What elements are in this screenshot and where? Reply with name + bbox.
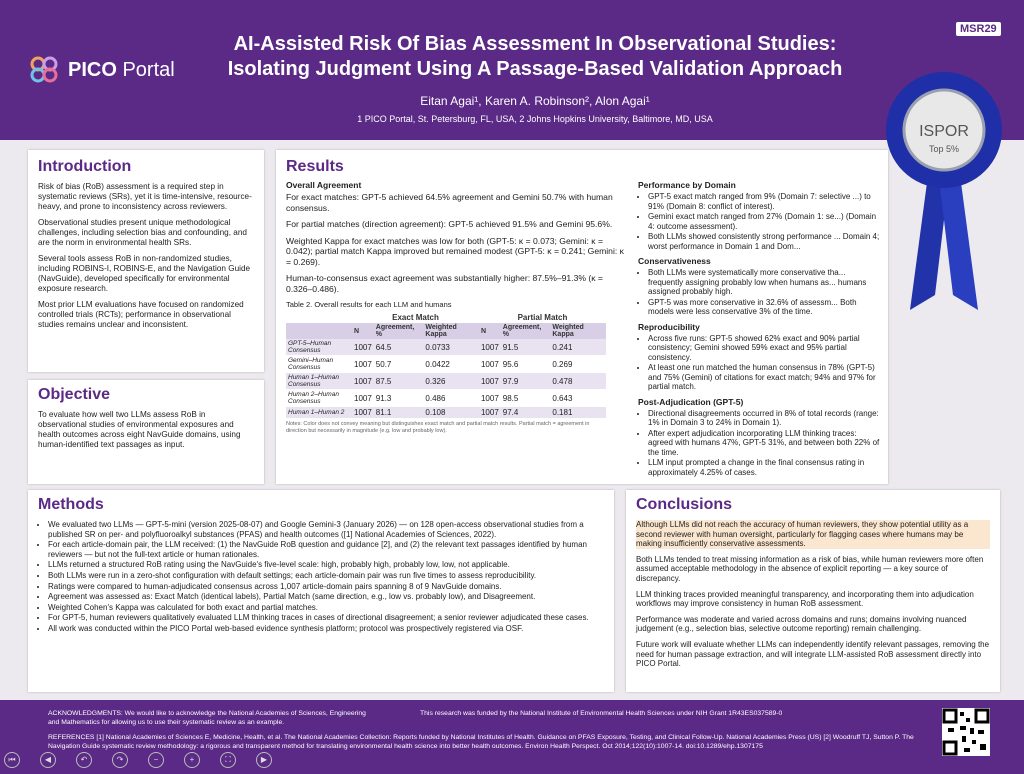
logo-text: PICO Portal [68,58,175,81]
table-row: Human 1–Human Consensus 1007 87.5 0.326 1007 97.9 0.478 [286,373,606,390]
list-item: • GPT-5 was more conservative in 32.6% of assessm... Both models were less conservative 3% of the time. [648,298,882,317]
list-item: • Directional disagreements occurred in 8% of total records (range: 1% in Domain 3 to 24% in Domain 1). [648,409,882,428]
award-label: Top 5% [928,144,960,154]
table-note: Notes: Color does not convey meaning but distinguishes exact match and partial match results. Partial match = agreement in direction but necessarily in magnitude (e.g. low and probably low). [286,421,590,434]
results-right-column [638,180,882,482]
column-header: Agreement, % [501,323,551,339]
conclusion-paragraph: Both LLMs tended to treat missing information as a risk of bias, while human reviewers more often assumed acceptable methodology in the absence of explicit reporting — a key source of discrepancy. [636,554,984,583]
conclusion-paragraph: Future work will evaluate whether LLMs can independently identify relevant passages, removing the need for human passage extraction, and will integrate LLM-assisted RoB assessment directly into PICO Portal. [636,639,990,669]
column-header: Weighted Kappa [423,323,479,339]
performance-heading: Performance by Domain [638,180,736,190]
list-item: • LLMs returned a structured RoB rating using the NavGuide's five-level scale: high, probably high, probably low, low, not applicable. [48,560,604,570]
conclusions-panel [626,490,1000,692]
list-item: • We evaluated two LLMs — GPT-5-mini (version 2025-08-07) and Google Gemini-3 (January 2026) — on 128 open-access observational studies from a published SR on per- and polyfluoroalkyl substances (PFAS) and health outcomes ([1] National Academies of Sciences, 2022). [48,520,604,539]
nav-fullscreen-button[interactable]: ⛶ [220,752,236,768]
conclusion-paragraph: Performance was moderate and varied across domains and runs; domains involving nuanced judgement (e.g., selection bias, selective outcome reporting) remain challenging. [636,614,967,634]
exact-match-group-header: Exact Match [352,312,479,323]
conclusion-paragraph: LLM thinking traces provided meaningful transparency, and incorporating them into adjudication workflows may improve consistency in human RoB assessment. [636,589,974,609]
post-adjudication-heading: Post-Adjudication (GPT-5) [638,396,744,407]
qr-code-icon [942,708,990,756]
pico-portal-logo [28,55,175,85]
methods-heading: Methods [38,496,104,513]
objective-heading: Objective [38,386,111,403]
overall-paragraph: Human-to-consensus exact agreement was substantially higher: 87.5%–91.3% (κ = 0.326–0.486). [286,273,603,294]
column-header: N [352,323,374,339]
introduction-heading: Introduction [38,158,132,175]
list-item: • At least one run matched the human consensus in 78% (GPT-5) and 75% (Gemini) of citations for exact match; 94% and 97% for partial match. [648,363,882,392]
authors: Eitan Agai¹, Karen A. Robinson², Alon Agai¹ [420,94,650,108]
partial-match-group-header: Partial Match [479,312,606,323]
table-caption: Table 2. Overall results for each LLM and humans [286,300,452,309]
intro-paragraph: Several tools assess RoB in non-randomized studies, including ROBINS-I, ROBINS-E, and the Navigation Guide (NavGuide), developed specifically for environmental exposure research. [38,254,251,293]
column-header: Weighted Kappa [550,323,606,339]
column-header: Agreement, % [374,323,424,339]
results-heading: Results [286,158,344,175]
list-item: • Across five runs: GPT-5 showed 62% exact and 90% partial consistency; Gemini showed 59% exact and 95% partial consistency. [648,334,882,363]
list-item: • GPT-5 exact match ranged from 9% (Domain 7: selective ...) to 91% (Domain 8: conflict of interest). [648,192,882,211]
list-item: • Gemini exact match ranged from 27% (Domain 1: se...) (Domain 4: outcome assessment). [648,212,882,231]
list-item: • Both LLMs showed consistently strong performance ... Domain 4; worst performance in Domain 1 and Dom... [648,232,882,251]
nav-first-button[interactable]: ⏮ [4,752,20,768]
poster-id-badge: MSR29 [956,22,1001,36]
list-item: • For GPT-5, human reviewers qualitatively evaluated LLM thinking traces in cases of directional disagreement; a senior reviewer adjudicated these cases. [48,613,604,623]
objective-text: To evaluate how well two LLMs assess RoB in observational studies of environmental exposures and health outcomes across eight NavGuide domains, using human-identified text passages as input. [38,410,241,449]
list-item: • Weighted Cohen's Kappa was calculated for both exact and partial matches. [48,603,604,613]
nav-forward-button[interactable]: ↷ [112,752,128,768]
nav-prev-button[interactable]: ◀ [40,752,56,768]
title-line-2: Isolating Judgment Using A Passage-Based Validation Approach [227,58,843,80]
overall-paragraph: For partial matches (direction agreement): GPT-5 achieved 91.5% and Gemini 95.6%. [286,219,613,229]
list-item: • Ratings were compared to human-adjudicated consensus across 1,007 article-domain pairs spanning 8 of 9 NavGuide domains. [48,582,604,592]
acknowledgments: ACKNOWLEDGMENTS: We would like to acknowledge the National Academies of Sciences, Engineering and Mathematics for allowing us to use their systematic review as an example. [48,710,366,726]
results-left-column [286,180,624,434]
ribbon-rosette-icon [880,60,1008,320]
nav-zoom-in-button[interactable]: + [184,752,200,768]
results-table [286,312,606,419]
nav-next-button[interactable]: ▶ [256,752,272,768]
title-line-1: AI-Assisted Risk Of Bias Assessment In Observational Studies: [233,33,837,55]
reproducibility-heading: Reproducibility [638,321,700,332]
qr-code[interactable] [942,708,990,756]
poster-header [0,0,1024,140]
list-item: • Both LLMs were run in a zero-shot configuration with default settings; each article-domain pair was run five times to assess reproducibility. [48,571,604,581]
pico-logo-icon [28,55,62,85]
introduction-panel [28,150,264,372]
funding-note: This research was funded by the National Institute of Environmental Health Sciences under NIH Grant 1R43ES037589-0 [420,710,783,717]
list-item: • LLM input prompted a change in the final consensus rating in approximately 4.25% of cases. [648,458,882,477]
nav-back-button[interactable]: ↶ [76,752,92,768]
objective-panel [28,380,264,484]
list-item: • Agreement was assessed as: Exact Match (identical labels), Partial Match (same direction, e.g., low vs. probably low), and Disagreement. [48,592,604,602]
overall-agreement-heading: Overall Agreement [286,180,362,190]
list-item: • All work was conducted within the PICO Portal web-based evidence synthesis platform; protocol was prospectively registered via OSF. [48,624,604,634]
table-row: Human 2–Human Consensus 1007 91.3 0.486 1007 98.5 0.643 [286,390,606,407]
intro-paragraph: Most prior LLM evaluations have focused on randomized controlled trials (RCTs); performance in observational studies remains unclear and inconsistent. [38,300,244,329]
conclusions-heading: Conclusions [636,496,733,513]
affiliations: 1 PICO Portal, St. Petersburg, FL, USA, 2 Johns Hopkins University, Baltimore, MD, USA [357,114,713,124]
column-header: N [479,323,501,339]
table-row: GPT-5–Human Consensus 1007 64.5 0.0733 1007 91.5 0.241 [286,339,606,356]
overall-paragraph: For exact matches: GPT-5 achieved 64.5% agreement and Gemini 50.7% with human consensus. [286,192,613,213]
introduction-body [38,182,254,330]
poster-title [190,32,880,82]
award-ribbon [880,60,1008,320]
intro-paragraph: Observational studies present unique methodological challenges, including selection bias and confounding, and are the norm in environmental health SRs. [38,218,247,247]
methods-panel [28,490,614,692]
nav-zoom-out-button[interactable]: − [148,752,164,768]
conclusion-highlight: Although LLMs did not reach the accuracy of human reviewers, they show potential utility as a second reviewer with human oversight, particularly for flagging cases where humans may be making insufficiently conservative assessments. [636,520,990,549]
intro-paragraph: Risk of bias (RoB) assessment is a required step in systematic reviews (SRs), yet it is time-intensive, resource-heavy, and prone to inconsistency across reviewers. [38,182,252,211]
table-row: Gemini–Human Consensus 1007 50.7 0.0422 1007 95.6 0.269 [286,356,606,373]
overall-paragraph: Weighted Kappa for exact matches was low for both (GPT-5: κ = 0.073; Gemini: κ = 0.042); partial match Kappa improved but remained modest (GPT-5: κ = 0.241; Gemini: κ = 0.269). [286,235,624,267]
conservativeness-heading: Conservativeness [638,256,711,266]
award-org: ISPOR [919,123,969,140]
list-item: • After expert adjudication incorporating LLM thinking traces: agreed with humans 47%, GPT-5 31%, and between both 22% of the time. [648,429,882,458]
references: REFERENCES [1] National Academies of Sciences E, Medicine, Health, et al. The National Academies Collection: Reports funded by National Institutes of Health. Guidance on PFAS Exposure, Testing, and Clinical Follow-Up. National Academies Press (US) [2] Woodruff TJ, Sutton P. The Navigation Guide systematic review methodology: a rigorous and transparent method for translating environmental health science into better health outcomes. Environ Health Perspect. Oct 2014;122(10):1007-14. doi:10.1289/ehp.1307175 [48,734,914,750]
list-item: • Both LLMs were systematically more conservative tha... frequently assigning probably low when humans as... humans assigned probably high. [648,268,882,297]
list-item: • For each article-domain pair, the LLM received: (1) the NavGuide RoB question and guidance [2], and (2) the relevant text passages identified by human reviewers — but not the full-text article or human rationales. [48,540,604,559]
results-panel [276,150,888,484]
table-row: Human 1–Human 2 1007 81.1 0.108 1007 97.4 0.181 [286,407,606,419]
